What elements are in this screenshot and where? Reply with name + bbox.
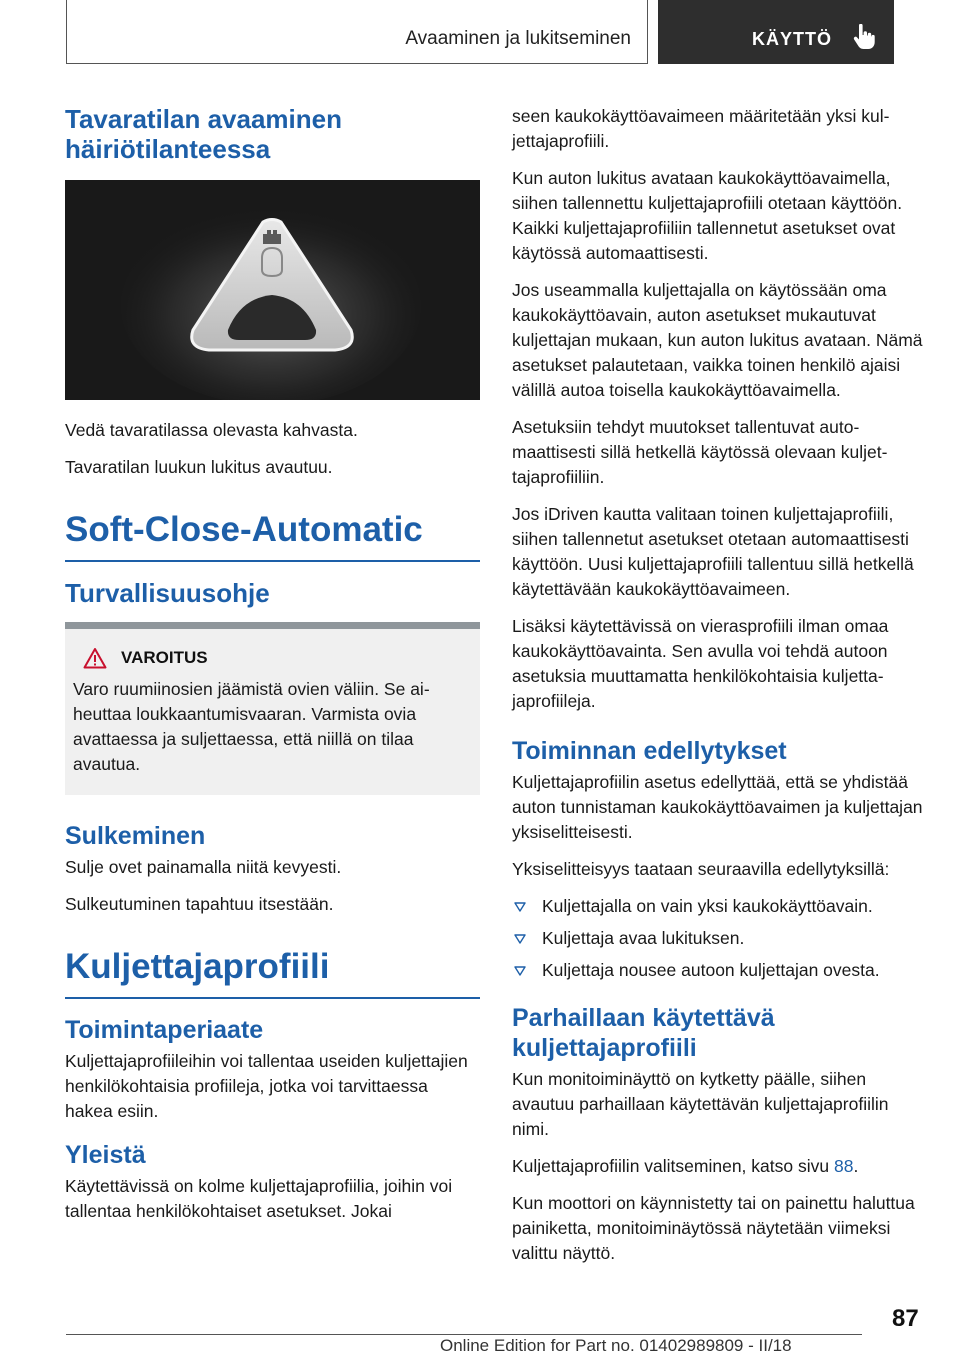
general-heading: Yleistä bbox=[65, 1141, 146, 1169]
page-reference-link[interactable]: 88 bbox=[833, 1156, 854, 1176]
principle-paragraph: Kuljettajaprofiileihin voi tallentaa useiden kuljettajien henkilökohtaisia profiileja, jotka voi tarvittaessa hakea esiin. bbox=[65, 1051, 468, 1121]
requirements-item-text: Kuljettaja avaa lukituksen. bbox=[542, 928, 745, 948]
header-section-box bbox=[66, 0, 648, 64]
emergency-opening-heading: Tavaratilan avaaminen häiriötilanteessa bbox=[65, 104, 342, 164]
requirements-heading: Toiminnan edellytykset bbox=[512, 737, 787, 765]
bullet-triangle-icon bbox=[514, 934, 526, 944]
header-chapter-box bbox=[658, 0, 894, 64]
current-profile-paragraph-2 bbox=[512, 1154, 924, 1179]
driver-profile-heading: Kuljettajaprofiili bbox=[65, 947, 480, 999]
hand-pointer-icon bbox=[853, 24, 875, 50]
header-chapter-title: KÄYTTÖ bbox=[752, 29, 832, 49]
right-paragraph-1: seen kaukokäyttöavaimeen määritetään yksi kuljettajaprofiili. bbox=[512, 106, 890, 151]
current-profile-text: Kuljettajaprofiilin valitseminen, katso sivu bbox=[512, 1156, 834, 1176]
emergency-paragraph-2: Tavaratilan luukun lukitus avautuu. bbox=[65, 457, 333, 477]
trunk-handle-illustration bbox=[65, 180, 480, 400]
list-item bbox=[512, 958, 924, 983]
warning-box bbox=[65, 622, 480, 795]
current-profile-heading: Parhaillaan käytettävä kuljettajaprofiili bbox=[512, 1004, 775, 1062]
bullet-triangle-icon bbox=[514, 966, 526, 976]
warning-text: Varo ruumiinosien jäämistä ovien väliin. Se aiheuttaa loukkaantumisvaaran. Varmista ovia avattaessa ja suljettaessa, että niillä on tilaa avautua. bbox=[73, 679, 430, 774]
safety-heading: Turvallisuusohje bbox=[65, 578, 270, 608]
principle-heading: Toimintaperiaate bbox=[65, 1016, 264, 1044]
footer-divider bbox=[66, 1334, 862, 1335]
general-paragraph: Käytettävissä on kolme kuljettajaprofiilia, joihin voi tallentaa henkilökohtaiset asetukset. Jokai bbox=[65, 1176, 453, 1221]
left-column bbox=[65, 104, 480, 1236]
closing-paragraph-2: Sulkeutuminen tapahtuu itsestään. bbox=[65, 894, 334, 914]
requirements-item-text: Kuljettajalla on vain yksi kaukokäyttöavain. bbox=[542, 896, 873, 916]
right-paragraph-5: Jos iDriven kautta valitaan toinen kuljettajaprofiili, siihen tallennetut asetukset otetaan automaattisesti käyttöön. Uusi kuljettajaprofiili tallentuu sillä hetkellä käytettävään kaukokäyttöavaimeen. bbox=[512, 504, 914, 599]
right-paragraph-4: Asetuksiin tehdyt muutokset tallentuvat automaattisesti sillä hetkellä käytössä olevaan kuljettajaprofiiliin. bbox=[512, 417, 888, 487]
right-paragraph-2: Kun auton lukitus avataan kaukokäyttöavaimella, siihen tallennettu kuljettajaprofiili otetaan käyttöön. Kaikki kuljettajaprofiiliin tallennetut asetukset ovat käytössä automaattisesti. bbox=[512, 168, 903, 263]
warning-triangle-icon bbox=[83, 647, 107, 669]
requirements-list bbox=[512, 894, 924, 983]
current-profile-paragraph-3: Kun moottori on käynnistetty tai on painettu haluttua painiketta, monitoiminäytössä näytetään viimeksi valittu näyttö. bbox=[512, 1193, 915, 1263]
list-item bbox=[512, 894, 924, 919]
bullet-triangle-icon bbox=[514, 902, 526, 912]
requirements-paragraph-2: Yksiselitteisyys taataan seuraavilla edellytyksillä: bbox=[512, 859, 890, 879]
right-paragraph-6: Lisäksi käytettävissä on vierasprofiili ilman omaa kaukokäyttöavainta. Sen avulla voi tehdä autoon asetuksia muuttamatta henkilökohtaisia kuljettajaprofiileja. bbox=[512, 616, 889, 711]
header-section-title: Avaaminen ja lukitseminen bbox=[405, 28, 631, 49]
closing-heading: Sulkeminen bbox=[65, 822, 206, 850]
footer-edition: Online Edition for Part no. 01402989809 - II/18 bbox=[440, 1336, 792, 1355]
soft-close-heading: Soft-Close-Automatic bbox=[65, 510, 480, 562]
closing-paragraph-1: Sulje ovet painamalla niitä kevyesti. bbox=[65, 857, 342, 877]
requirements-paragraph-1: Kuljettajaprofiilin asetus edellyttää, että se yhdistää auton tunnistaman kaukokäyttöavaimen ja kuljettajan yksiselitteisesti. bbox=[512, 772, 923, 842]
emergency-paragraph-1: Vedä tavaratilassa olevasta kahvasta. bbox=[65, 420, 358, 440]
current-profile-paragraph-1: Kun monitoiminäyttö on kytketty päälle, siihen avautuu parhaillaan käytettävän kuljettajaprofiilin nimi. bbox=[512, 1069, 889, 1139]
requirements-item-text: Kuljettaja nousee autoon kuljettajan ovesta. bbox=[542, 960, 880, 980]
warning-label: VAROITUS bbox=[121, 648, 208, 667]
right-paragraph-3: Jos useammalla kuljettajalla on käytössään oma kaukokäyttöavain, auton asetukset mukautuvat kuljettajan mukaan, kun auton lukitus avataan. Nämä asetukset palautetaan, vaikka toinen henkilö ajaisi välillä autoa toisella kaukokäyttöavaimella. bbox=[512, 280, 923, 400]
current-profile-period: . bbox=[853, 1156, 859, 1176]
right-column bbox=[512, 104, 924, 1278]
trunk-handle-photo bbox=[65, 180, 480, 400]
list-item bbox=[512, 926, 924, 951]
warning-title-row bbox=[73, 647, 468, 669]
page-number: 87 bbox=[892, 1305, 919, 1332]
